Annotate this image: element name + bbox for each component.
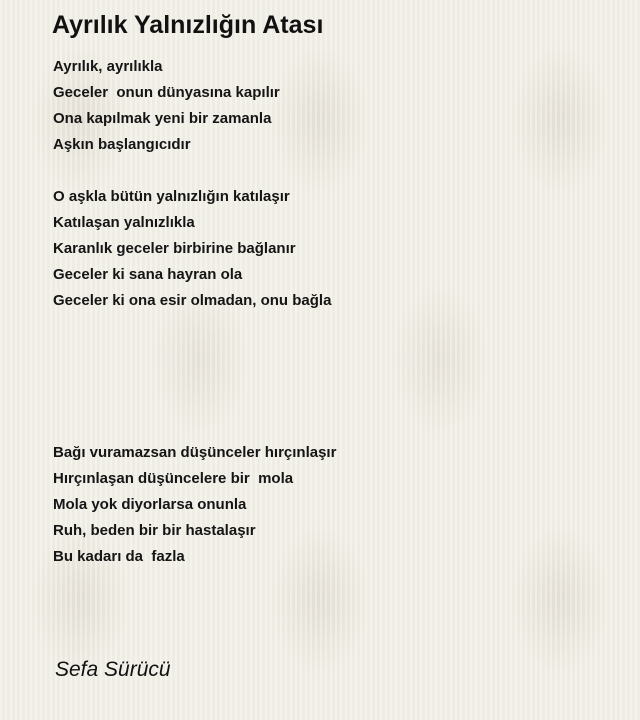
poem-line: Bu kadarı da fazla <box>53 548 185 565</box>
poem-line: Katılaşan yalnızlıkla <box>53 214 195 231</box>
stanza-3 <box>53 440 336 570</box>
stanza-1 <box>53 54 280 158</box>
poem-author: Sefa Sürücü <box>55 658 171 681</box>
poem-line: Ruh, beden bir bir hastalaşır <box>53 522 256 539</box>
poem-line: Bağı vuramazsan düşünceler hırçınlaşır <box>53 444 337 461</box>
stanza-2 <box>53 184 331 314</box>
poem-line: Ayrılık, ayrılıkla <box>53 58 163 75</box>
poem-line: Geceler ki ona esir olmadan, onu bağla <box>53 292 332 309</box>
poem-line: Geceler ki sana hayran ola <box>53 266 243 283</box>
poem-line: Mola yok diyorlarsa onunla <box>53 496 247 513</box>
poem-line: Aşkın başlangıcıdır <box>53 136 191 153</box>
poem-line: Karanlık geceler birbirine bağlanır <box>53 240 296 257</box>
poem-title: Ayrılık Yalnızlığın Atası <box>52 11 324 39</box>
poem-line: Ona kapılmak yeni bir zamanla <box>53 110 272 127</box>
poem-line: Hırçınlaşan düşüncelere bir mola <box>53 470 294 487</box>
poem-line: O aşkla bütün yalnızlığın katılaşır <box>53 188 290 205</box>
poem-line: Geceler onun dünyasına kapılır <box>53 84 280 101</box>
